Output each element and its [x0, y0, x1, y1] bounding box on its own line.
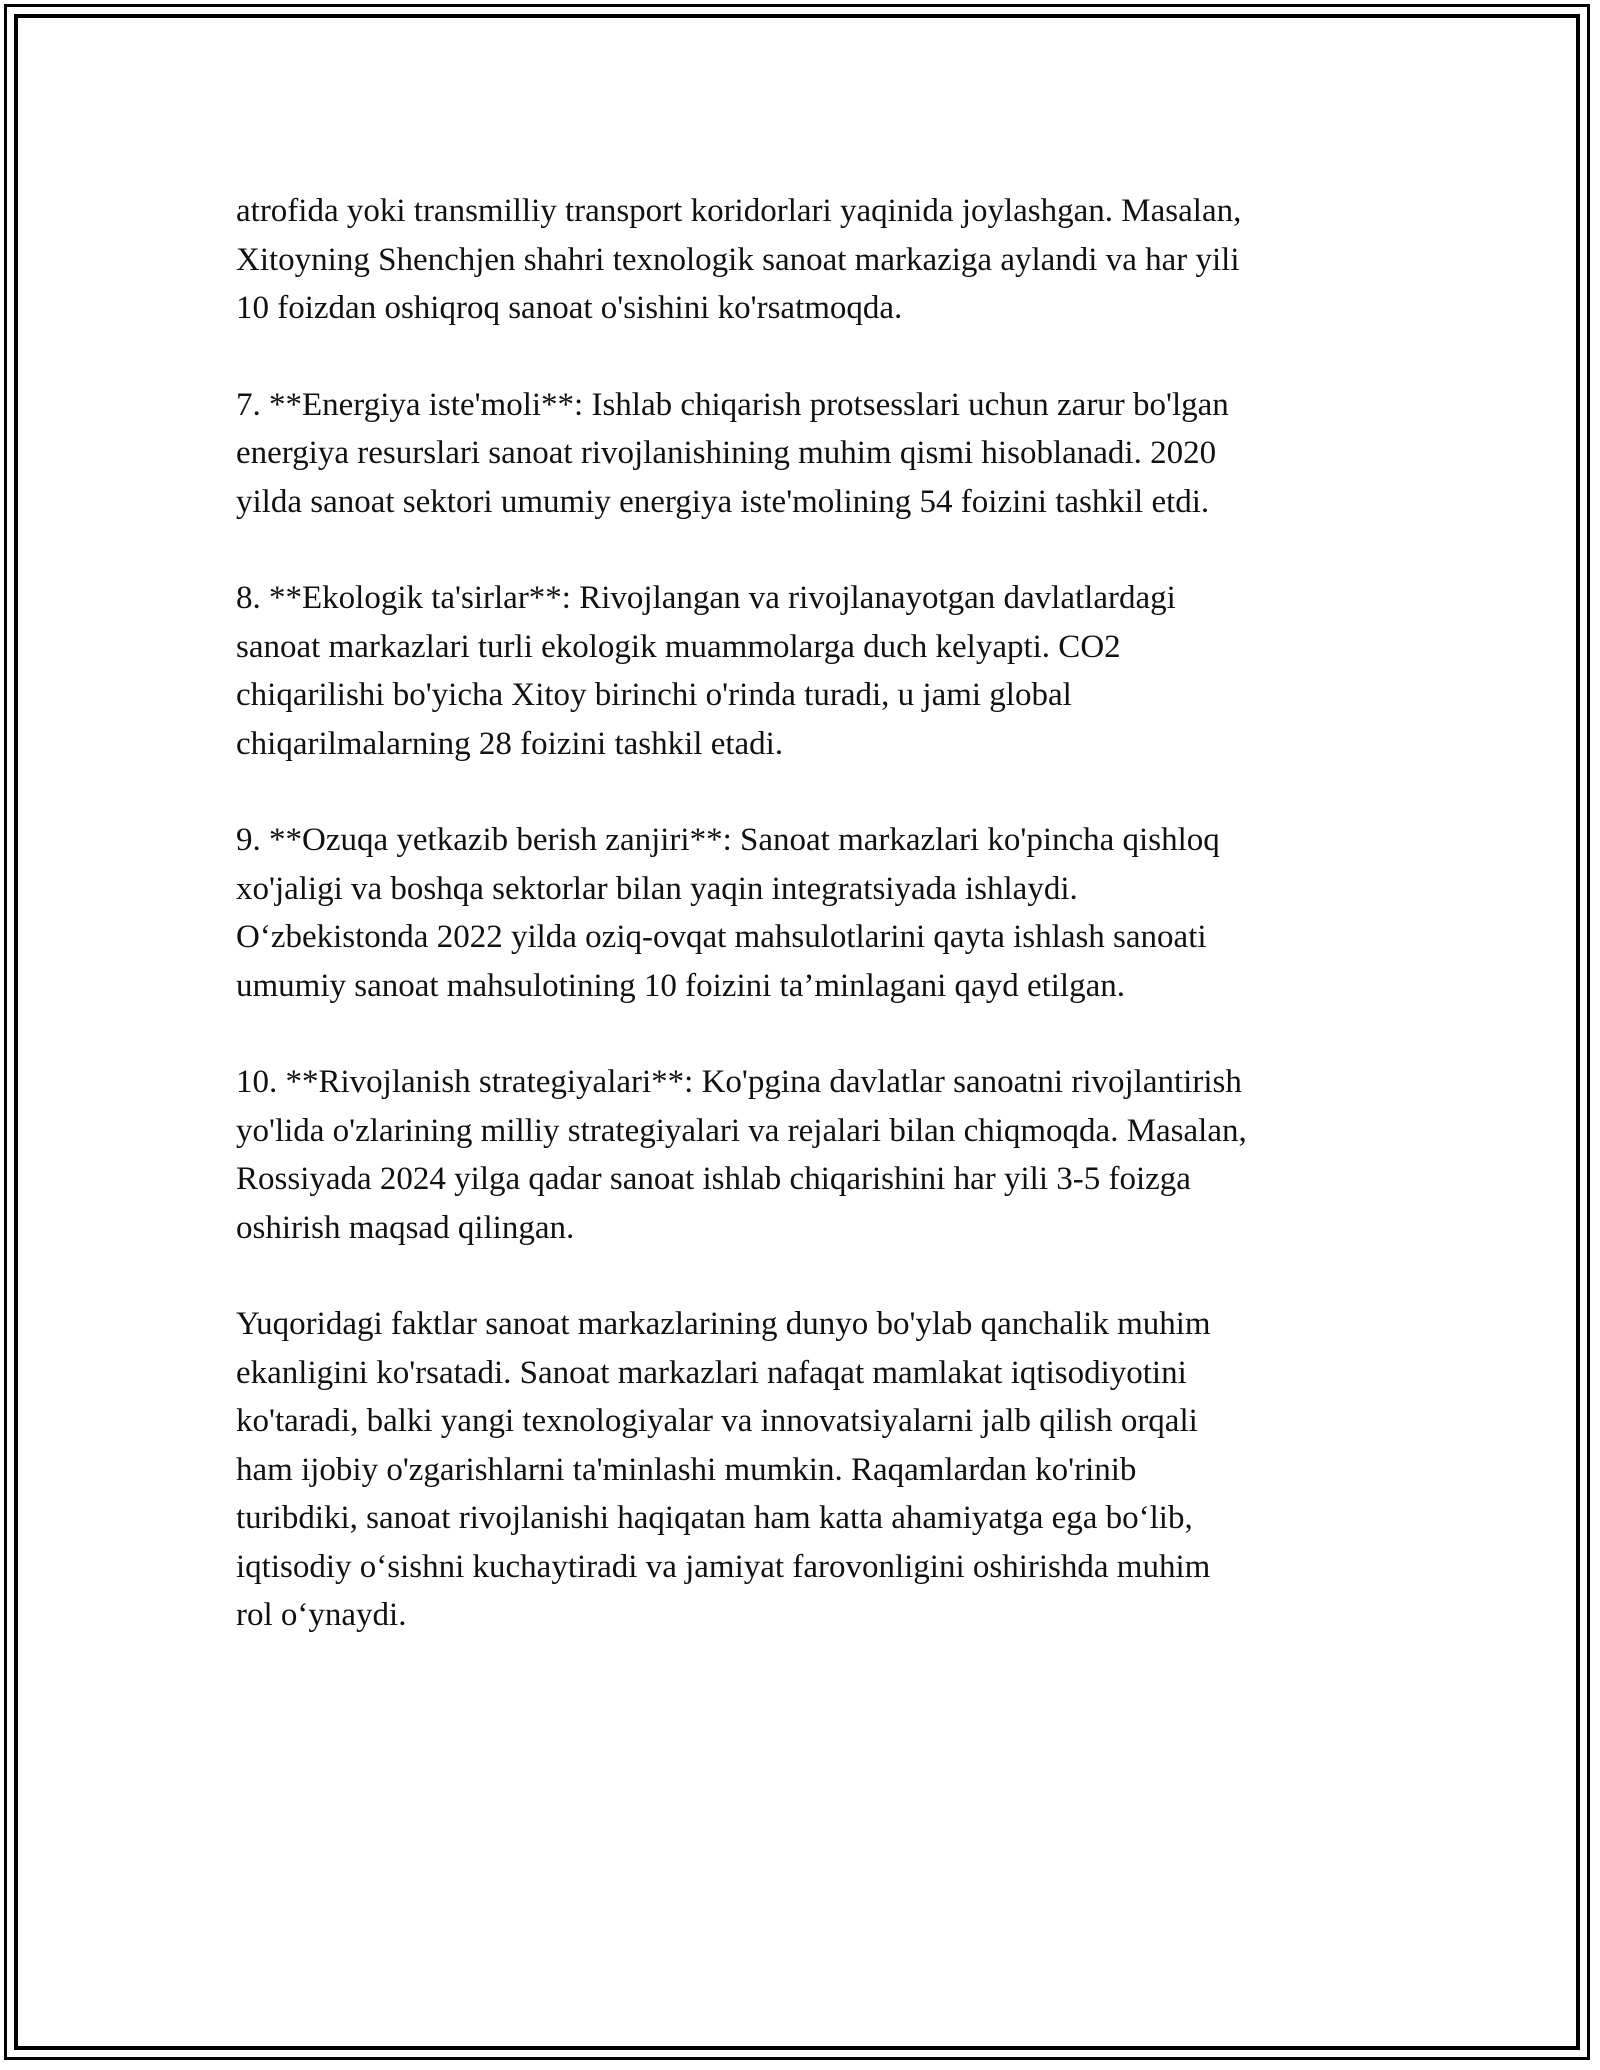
text-line: oshirish maqsad qilingan.	[236, 1209, 575, 1246]
document-body	[236, 187, 1366, 1688]
text-line: chiqarilmalarning 28 foizini tashkil etadi.	[236, 725, 784, 762]
text-line: ekanligini ko'rsatadi. Sanoat markazlari nafaqat mamlakat iqtisodiyotini	[236, 1354, 1187, 1391]
paragraph-industrial-hubs	[236, 187, 1366, 333]
text-line: turibdiki, sanoat rivojlanishi haqiqatan ham katta ahamiyatga ega bo‘lib,	[236, 1500, 1193, 1536]
text-line: 7. **Energiya iste'moli**: Ishlab chiqarish protsesslari uchun zarur bo'lgan	[236, 386, 1229, 423]
text-line: rol o‘ynaydi.	[236, 1597, 407, 1633]
paragraph-ecological-impacts	[236, 574, 1366, 768]
paragraph-energy-consumption	[236, 381, 1366, 527]
paragraph-food-supply-chain	[236, 816, 1366, 1010]
text-line: yilda sanoat sektori umumiy energiya iste'molining 54 foizini tashkil etdi.	[236, 483, 1210, 520]
text-line: atrofida yoki transmilliy transport koridorlari yaqinida joylashgan. Masalan,	[236, 193, 1242, 229]
text-line: umumiy sanoat mahsulotining 10 foizini ta’minlagani qayd etilgan.	[236, 967, 1126, 1004]
text-line: 8. **Ekologik ta'sirlar**: Rivojlangan va rivojlanayotgan davlatlardagi	[236, 580, 1176, 616]
text-line: Yuqoridagi faktlar sanoat markazlarining dunyo bo'ylab qanchalik muhim	[236, 1306, 1211, 1342]
text-line: chiqarilishi bo'yicha Xitoy birinchi o'rinda turadi, u jami global	[236, 677, 1072, 713]
text-line: iqtisodiy o‘sishni kuchaytiradi va jamiyat farovonligini oshirishda muhim	[236, 1548, 1211, 1585]
paragraph-development-strategies	[236, 1058, 1366, 1252]
text-line: O‘zbekistonda 2022 yilda oziq-ovqat mahsulotlarini qayta ishlash sanoati	[236, 919, 1207, 955]
text-line: ko'taradi, balki yangi texnologiyalar va innovatsiyalarni jalb qilish orqali	[236, 1403, 1198, 1439]
text-line: Xitoyning Shenchjen shahri texnologik sanoat markaziga aylandi va har yili	[236, 241, 1240, 278]
text-line: energiya resurslari sanoat rivojlanishining muhim qismi hisoblanadi. 2020	[236, 435, 1217, 471]
text-line: 10. **Rivojlanish strategiyalari**: Ko'pgina davlatlar sanoatni rivojlantirish	[236, 1064, 1242, 1100]
text-line: ham ijobiy o'zgarishlarni ta'minlashi mumkin. Raqamlardan ko'rinib	[236, 1451, 1137, 1488]
text-line: sanoat markazlari turli ekologik muammolarga duch kelyapti. CO2	[236, 628, 1121, 665]
text-line: 10 foizdan oshiqroq sanoat o'sishini ko'rsatmoqda.	[236, 290, 903, 326]
paragraph-conclusion	[236, 1300, 1366, 1640]
text-line: 9. **Ozuqa yetkazib berish zanjiri**: Sanoat markazlari ko'pincha qishloq	[236, 822, 1220, 858]
text-line: yo'lida o'zlarining milliy strategiyalari va rejalari bilan chiqmoqda. Masalan,	[236, 1112, 1247, 1149]
text-line: xo'jaligi va boshqa sektorlar bilan yaqin integratsiyada ishlaydi.	[236, 870, 1078, 907]
text-line: Rossiyada 2024 yilga qadar sanoat ishlab chiqarishini har yili 3-5 foizga	[236, 1161, 1191, 1197]
